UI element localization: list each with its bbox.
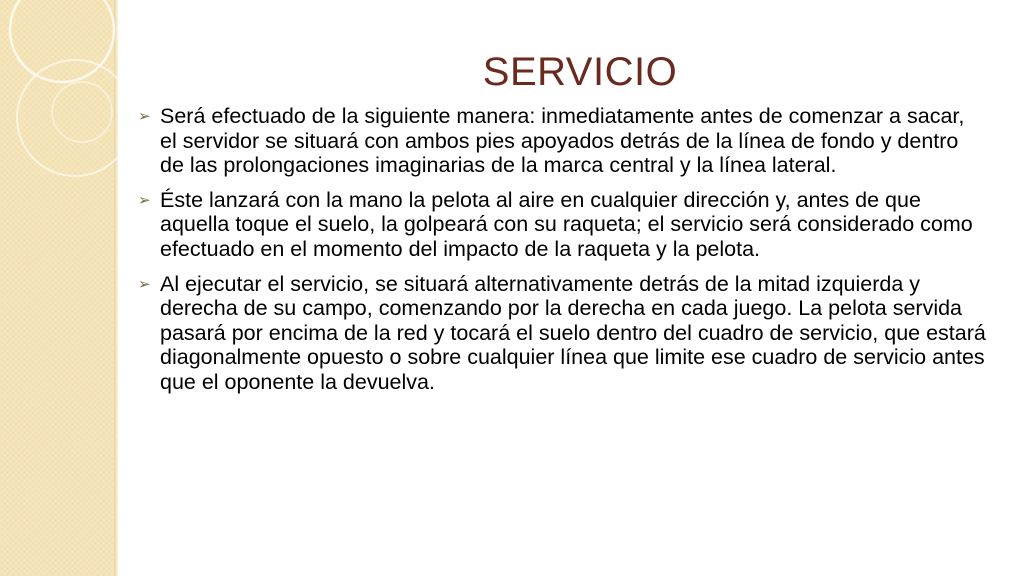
bullet-text: Éste lanzará con la mano la pelota al aire en cualquier dirección y, antes de que aquella toque el suelo, la golpeará con su raqueta; el servicio será considerado como efectuado en el momento del impacto de la raqueta y la pelota.	[160, 187, 973, 261]
bullet-item	[136, 104, 986, 178]
decorative-rings	[0, 0, 140, 576]
decor-ring-middle	[17, 60, 133, 176]
decor-ring-small	[52, 82, 112, 142]
bullet-text: Al ejecutar el servicio, se situará alternativamente detrás de la mitad izquierda y derecha de su campo, comenzando por la derecha en cada juego. La pelota servida pasará por encima de la red y tocará el suelo dentro del cuadro de servicio, que estará diagonalmente opuesto o sobre cualquier línea que limite ese cuadro de servicio antes que el oponente la devuelva.	[160, 271, 986, 394]
arrowhead-bullet-icon: ➢	[138, 190, 151, 209]
decor-ring-large	[10, 0, 114, 82]
bullet-item	[136, 188, 986, 262]
arrowhead-bullet-icon: ➢	[138, 274, 151, 293]
bullet-list	[136, 104, 986, 405]
bullet-item	[136, 272, 986, 395]
bullet-text: Será efectuado de la siguiente manera: inmediatamente antes de comenzar a sacar, el servidor se situará con ambos pies apoyados detrás de la línea de fondo y dentro de las prolongaciones imaginarias de la marca central y la línea lateral.	[160, 104, 965, 178]
slide-title: SERVICIO	[482, 50, 678, 94]
arrowhead-bullet-icon: ➢	[138, 107, 151, 125]
